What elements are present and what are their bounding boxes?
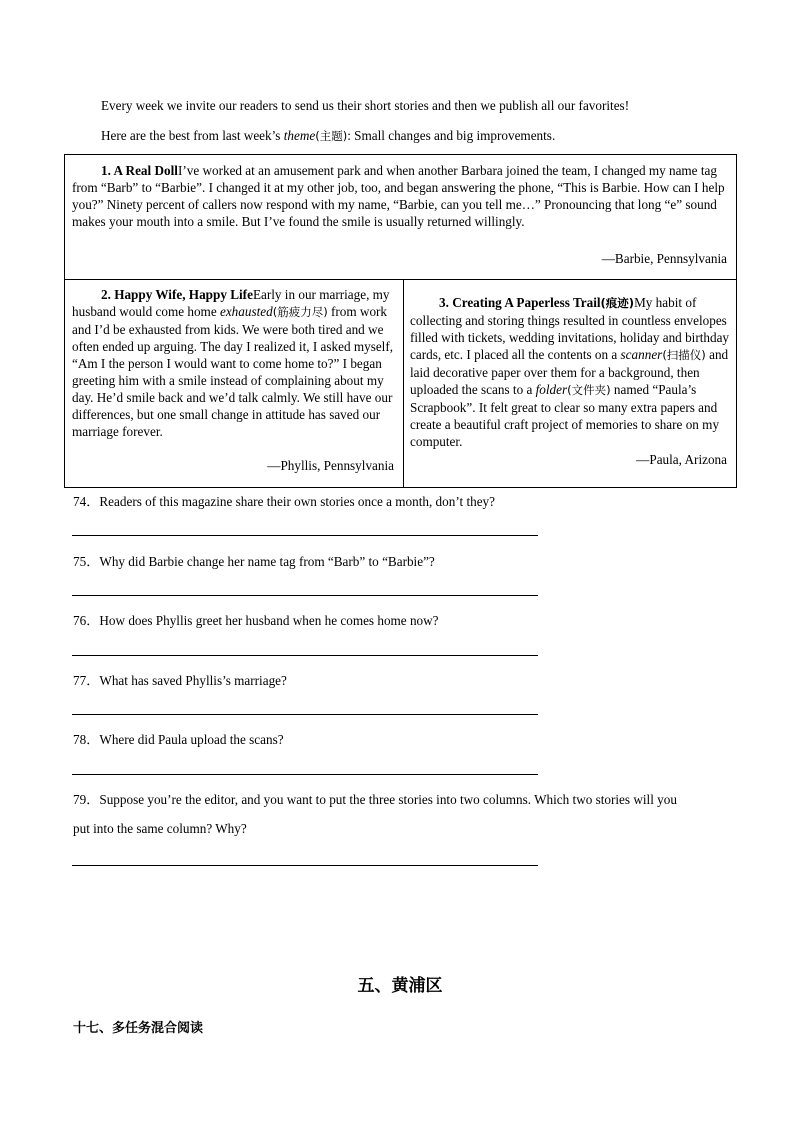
question-79: 79．Suppose you’re the editor, and you want to put the three stories into two columns. Which two stories will you [73,792,677,807]
question-77: 77．What has saved Phyllis’s marriage? [73,673,287,688]
story-2-title: 2. Happy Wife, Happy Life [101,287,253,302]
intro-line-1: Every week we invite our readers to send us their short stories and then we publish all our favorites! [101,98,630,113]
intro-prefix: Here are the best from last week’s [101,128,284,143]
section-subtitle: 十七、多任务混合阅读 [73,1021,204,1036]
question-75: 75．Why did Barbie change her name tag from “Barb” to “Barbie”? [73,554,435,569]
answer-line-75[interactable] [72,595,538,596]
story-2-body-b: from work and I’d be exhausted from kids. We were both tired and we often ended up arguing. The day I realized it, I asked myself, “Am I the person I would want to come home to?” I began greeting him with a smile instead of complaining about my day. He’d smile back and we’d talk calmly. We still have our differences, but one small change in attitude has saved our marriage forever. [72,304,394,439]
question-79-cont: put into the same column? Why? [73,821,247,836]
story-2-gloss: (筋疲力尽) [272,305,328,319]
story-1-text [72,162,730,230]
story-2-signature: —Phyllis, Pennsylvania [267,458,394,473]
story-3-body-b: and laid decorative paper over them for a background, then uploaded the scans to a [410,347,729,397]
story-3-box [403,279,737,488]
answer-line-76[interactable] [72,655,538,656]
question-74: 74．Readers of this magazine share their own stories once a month, don’t they? [73,494,496,509]
story-3-title: 3. Creating A Paperless Trail [439,295,601,310]
question-78: 78．Where did Paula upload the scans? [73,732,284,747]
answer-line-79[interactable] [72,865,538,866]
story-2-text [72,286,394,440]
answer-line-78[interactable] [72,774,538,775]
story-3-gloss-1: (扫描仪) [662,348,706,362]
answer-line-74[interactable] [72,535,538,536]
story-3-em-2: folder [535,382,568,397]
theme-gloss: (主题) [315,129,348,143]
story-1-title: 1. A Real Doll [101,163,178,178]
story-3-text [410,294,730,450]
section-title: 五、黄浦区 [357,976,443,996]
story-2-body-a: Early in our marriage, my husband would come home [72,287,390,319]
answer-line-77[interactable] [72,714,538,715]
story-3-body-c: named “Paula’s Scrapbook”. It felt great to clear so many extra papers and create a beautiful craft project of memories to share on my computer. [410,382,720,449]
story-3-body-a: My habit of collecting and storing things resulted in countless envelopes filled with tickets, wedding invitations, holiday and birthday cards, etc. I placed all the contents on a [410,295,730,362]
intro-suffix: : Small changes and big improvements. [347,128,556,143]
story-1-box [64,154,737,280]
question-76: 76．How does Phyllis greet her husband when he comes home now? [73,613,439,628]
story-3-gloss-2: (文件夹) [567,383,611,397]
story-2-box [64,279,404,488]
story-2-em: exhausted [219,304,273,319]
story-3-em-1: scanner [620,347,663,362]
theme-word: theme [283,128,316,143]
story-1-signature: —Barbie, Pennsylvania [601,251,727,266]
intro-line-2 [101,128,555,144]
story-1-body: I’ve worked at an amusement park and when another Barbara joined the team, I changed my name tag from “Barb” to “Barbie”. I changed it at my other job, too, and began answering the phone, “This is Barbie. How can I help you?” Ninety percent of callers now respond with my name, “Barbie, can you tell me…” Pronouncing that long “e” sound makes your mouth into a smile. But I’ve found the smile is usually returned willingly. [72,163,725,229]
story-3-title-gloss: (痕迹) [600,296,635,310]
story-3-signature: —Paula, Arizona [636,452,727,467]
